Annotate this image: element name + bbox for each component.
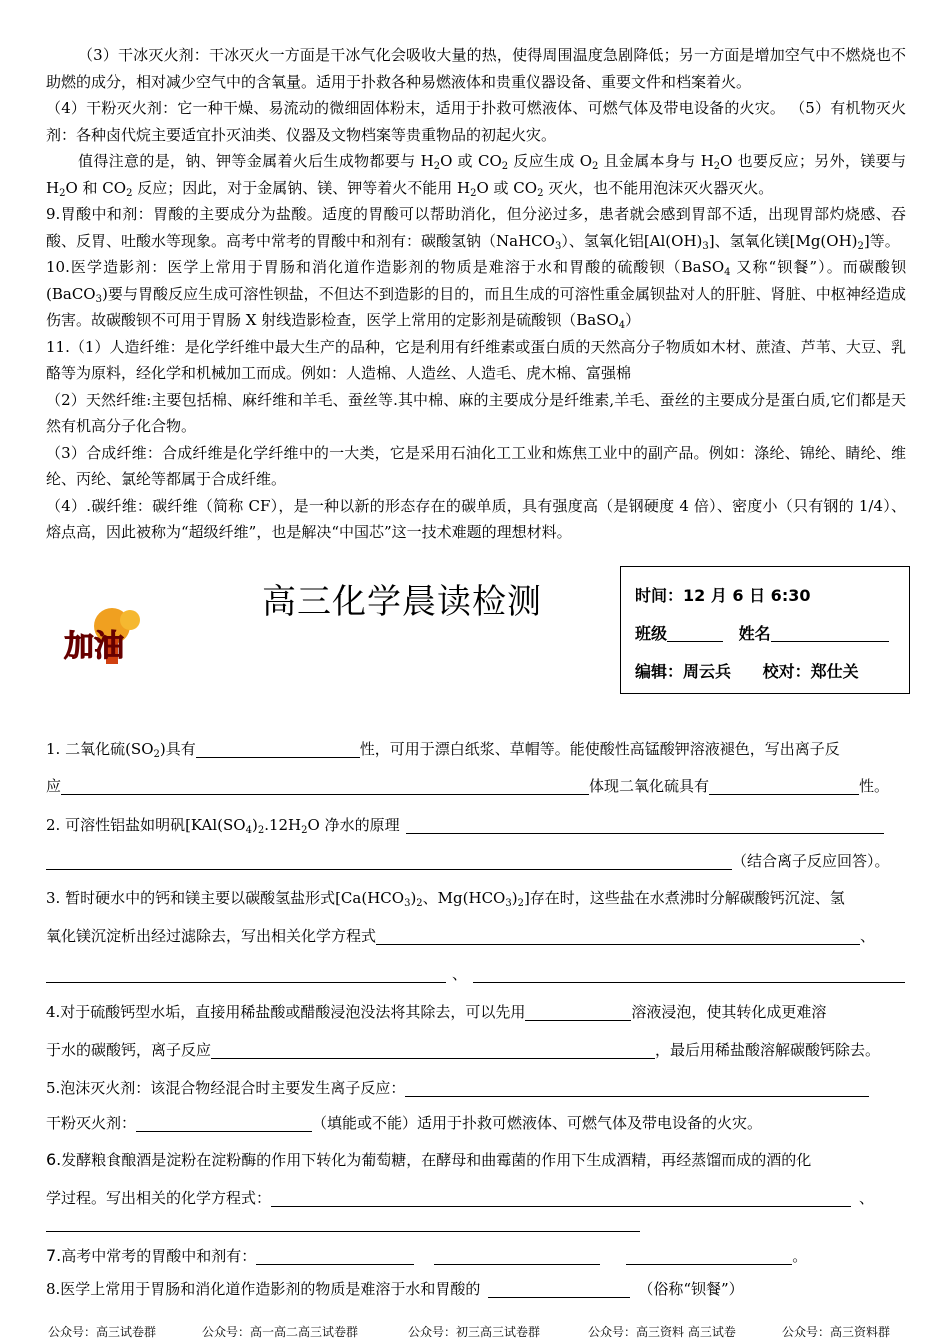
editor-label: 编辑：周云兵 bbox=[635, 662, 732, 681]
paragraph-dry-ice: （3）干冰灭火剂：干冰灭火一方面是干冰气化会吸收大量的热，使得周围温度急剧降低；另一方面是增加空气中不燃烧也不助燃的成分，相对减少空气中的含氧量。适用于扑救各种易燃液体和贵重仪器设备、重要文件和档案着火。 bbox=[46, 46, 906, 91]
answer-blank[interactable] bbox=[46, 964, 446, 983]
footer-text-5: 公众号：高三资料群 bbox=[782, 1325, 891, 1339]
question-7: 7.高考中常考的胃酸中和剂有： 。 bbox=[46, 1246, 808, 1265]
question-6-line-1: 6.发酵粮食酿酒是淀粉在淀粉酶的作用下转化为葡萄糖，在酵母和曲霉菌的作用下生成酒精，再经蒸馏而成的酒的化 bbox=[46, 1150, 812, 1169]
question-1-line-2: 应 体现二氧化硫具有 性。 bbox=[46, 777, 890, 795]
page-title: 高三化学晨读检测 bbox=[262, 582, 542, 622]
question-6-line-2: 学过程。写出相关的化学方程式： 、 bbox=[46, 1189, 875, 1207]
staff-row bbox=[635, 659, 859, 682]
proofreader-label: 校对：郑仕关 bbox=[762, 662, 859, 681]
question-2-line-2: （结合离子反应回答）。 bbox=[46, 850, 906, 871]
footer-text-4: 公众号：高三资料 高三试卷 bbox=[588, 1325, 736, 1339]
question-6-line-3 bbox=[46, 1213, 906, 1232]
question-4-line-1: 4.对于硫酸钙型水垢，直接用稀盐酸或醋酸浸泡没法将其除去，可以先用 溶液浸泡，使其转化成更难溶 bbox=[46, 1003, 827, 1021]
paragraph-antacid: 9.胃酸中和剂：胃酸的主要成分为盐酸。适度的胃酸可以帮助消化，但分泌过多，患者就会感到胃部不适，出现胃部灼烧感、吞酸、反胃、吐酸水等现象。高考中常考的胃酸中和剂有：碳酸氢钠（NaHCO$_3$）、氢氧化铝$[Al(OH)_3]$、氢氧化镁$[Mg(OH)_2]$等。 bbox=[46, 205, 906, 252]
answer-blank[interactable] bbox=[626, 1246, 792, 1265]
jiayou-logo bbox=[60, 604, 160, 668]
footer-text-1: 公众号：高三试卷群 bbox=[48, 1325, 157, 1339]
reading-passages bbox=[46, 42, 906, 546]
name-label: 姓名 bbox=[738, 624, 771, 643]
answer-blank[interactable] bbox=[211, 1040, 655, 1059]
answer-blank[interactable] bbox=[434, 1246, 600, 1265]
paragraph-metal-fire: 值得注意的是，钠、钾等金属着火后生成物都要与 $H_2O$ 或 $CO_2$ 反应生成 $O_2$ 且金属本身与 $H_2O$ 也要反应；另外，镁要与 $H_2O$ 和 $CO_2$ 反应；因此，对于金属钠、镁、钾等着火不能用 $H_2O$ 或 $CO_2$ 灭火，也不能用泡沫灭火器灭火。 bbox=[46, 152, 907, 199]
paragraph-synthetic-fiber: （3）合成纤维：合成纤维是化学纤维中的一大类，它是采用石油化工工业和炼焦工业中的副产品。例如：涤纶、锦纶、睛纶、维纶、丙纶、氯纶等都属于合成纤维。 bbox=[46, 443, 906, 488]
answer-blank[interactable] bbox=[376, 926, 860, 945]
class-field[interactable] bbox=[667, 623, 723, 642]
answer-blank[interactable] bbox=[136, 1113, 312, 1132]
class-label: 班级 bbox=[635, 624, 668, 643]
footer-text-3: 公众号：初三高三试卷群 bbox=[408, 1325, 541, 1339]
question-5-line-2: 干粉灭火剂： （填能或不能）适用于扑救可燃液体、可燃气体及带电设备的火灾。 bbox=[46, 1114, 763, 1132]
answer-blank[interactable] bbox=[525, 1002, 631, 1021]
answer-blank[interactable] bbox=[256, 1246, 414, 1265]
paragraph-carbon-fiber: （4）.碳纤维：碳纤维（简称 CF），是一种以新的形态存在的碳单质，具有强度高（是钢硬度 4 倍）、密度小（只有钢的 1/4）、熔点高，因此被称为“超级纤维”，也是解决“中国芯”这一技术难题的理想材料。 bbox=[46, 496, 906, 541]
question-3-line-3: 、 bbox=[46, 963, 906, 984]
answer-blank[interactable] bbox=[709, 776, 859, 795]
paragraph-artificial-fiber: 11.（1）人造纤维：是化学纤维中最大生产的品种，它是利用有纤维素或蛋白质的天然高分子物质如木材、蔗渣、芦苇、大豆、乳酪等为原料，经化学和机械加工而成。例如：人造棉、人造丝、人造毛、虎木棉、富强棉 bbox=[46, 337, 906, 382]
answer-blank[interactable] bbox=[46, 1213, 640, 1232]
question-1-line-1: 1. 二氧化硫$(SO_2)$具有 性，可用于漂白纸浆、草帽等。能使酸性高锰酸钾溶液褪色，写出离子反 bbox=[46, 740, 840, 760]
answer-blank[interactable] bbox=[406, 815, 884, 834]
answer-blank[interactable] bbox=[271, 1188, 851, 1207]
answer-blank[interactable] bbox=[46, 851, 732, 870]
time-label: 时间：12 月 6 日 6:30 bbox=[635, 586, 811, 605]
paragraph-contrast-agent: 10.医学造影剂：医学上常用于胃肠和消化道作造影剂的物质是难溶于水和胃酸的硫酸钡（BaSO$_4$ 又称“钡餐”）。而碳酸钡(BaCO$_3$)要与胃酸反应生成可溶性钡盐，不但达不到造影的目的，而且生成的可溶性重金属钡盐对人的肝脏、肾脏、中枢神经造成伤害。故碳酸钡不可用于胃肠 X 射线造影检查，医学上常用的定影剂是硫酸钡（BaSO$_4$） bbox=[46, 258, 907, 331]
question-3-line-1: 3. 暂时硬水中的钙和镁主要以碳酸氢盐形式[$Ca(HCO_3)_2$、$Mg(HCO_3)_2$]存在时，这些盐在水煮沸时分解碳酸钙沉淀、氢 bbox=[46, 889, 845, 909]
footer-text-2: 公众号：高一高二高三试卷群 bbox=[202, 1325, 359, 1339]
class-name-row bbox=[635, 621, 889, 644]
answer-blank[interactable] bbox=[488, 1279, 630, 1298]
name-field[interactable] bbox=[771, 623, 889, 642]
answer-blank[interactable] bbox=[196, 739, 360, 758]
answer-blank[interactable] bbox=[473, 964, 905, 983]
answer-blank[interactable] bbox=[405, 1078, 869, 1097]
info-box bbox=[620, 566, 910, 694]
question-3-line-2: 氧化镁沉淀析出经过滤除去，写出相关化学方程式 、 bbox=[46, 927, 876, 945]
answer-blank[interactable] bbox=[61, 776, 589, 795]
question-5-line-1: 5.泡沫灭火剂：该混合物经混合时主要发生离子反应： bbox=[46, 1077, 906, 1098]
paragraph-natural-fiber: （2）天然纤维:主要包括棉、麻纤维和羊毛、蚕丝等.其中棉、麻的主要成分是纤维素,羊毛、蚕丝的主要成分是蛋白质,它们都是天然有机高分子化合物。 bbox=[46, 390, 906, 435]
question-8: 8.医学上常用于胃肠和消化道作造影剂的物质是难溶于水和胃酸的 （俗称“钡餐”） bbox=[46, 1280, 744, 1298]
question-4-line-2: 于水的碳酸钙，离子反应 ，最后用稀盐酸溶解碳酸钙除去。 bbox=[46, 1041, 881, 1059]
question-2-line-1: 2. 可溶性铝盐如明矾[$KAl(SO_4)_2.12H_2O$ 净水的原理 bbox=[46, 814, 906, 835]
paragraph-dry-powder: （4）干粉灭火剂：它一种干燥、易流动的微细固体粉末，适用于扑救可燃液体、可燃气体及带电设备的火灾。 （5）有机物灭火剂：各种卤代烷主要适宜扑灭油类、仪器及文物档案等贵重物品的初起火灾。 bbox=[46, 99, 906, 144]
svg-text:加油: 加油 bbox=[64, 629, 124, 664]
test-header bbox=[46, 564, 906, 698]
